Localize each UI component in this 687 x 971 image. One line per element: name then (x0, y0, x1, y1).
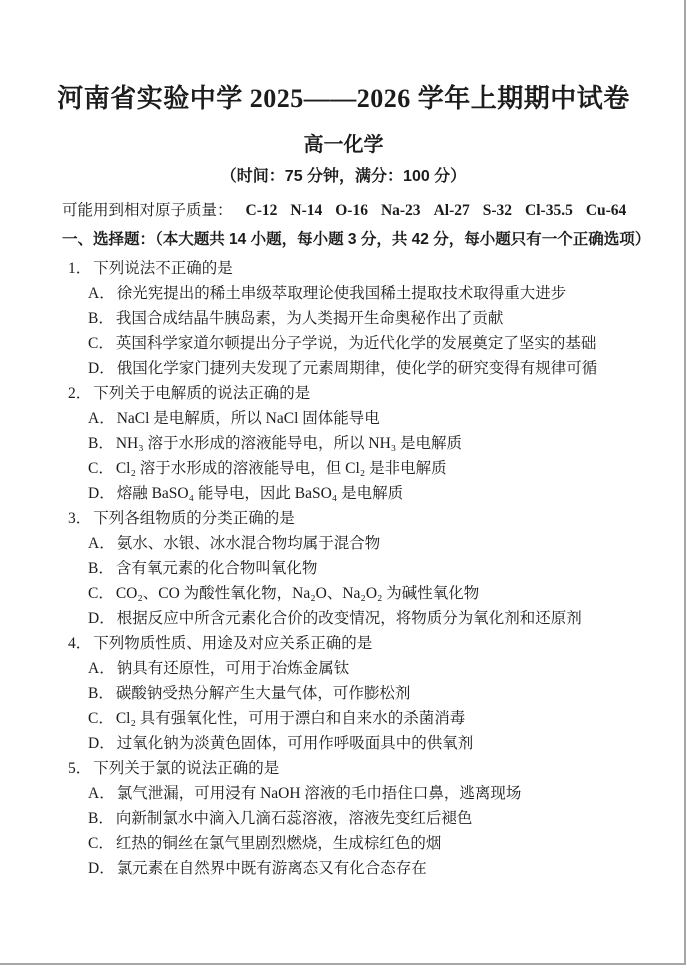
atomic-mass-item: O-16 (335, 202, 368, 219)
question (0, 631, 687, 756)
option-text: NaCl 是电解质，所以 NaCl 固体能导电 (116, 410, 380, 427)
option-text: 过氧化钠为淡黄色固体，可用作呼吸面具中的供氧剂 (116, 735, 474, 752)
question-number: 2． (68, 385, 92, 402)
atomic-mass-label: 可能用到相对原子质量： (62, 202, 233, 219)
option-text: 向新制氯水中滴入几滴石蕊溶液，溶液先变红后褪色 (115, 810, 473, 827)
question-number: 1． (68, 260, 92, 277)
exam-title: 河南省实验中学 2025——2026 学年上期期中试卷 (57, 84, 630, 113)
option-row (88, 481, 657, 506)
question (0, 506, 687, 631)
atomic-mass-item: Na-23 (380, 202, 421, 219)
option-text: 碳酸钠受热分解产生大量气体，可作膨松剂 (115, 685, 411, 702)
option-label: A． (88, 535, 115, 552)
option-row (88, 781, 657, 806)
question-number: 4． (68, 635, 92, 652)
option-label: D． (88, 860, 115, 877)
option-text: 氨水、水银、冰水混合物均属于混合物 (116, 535, 381, 552)
question (0, 381, 687, 506)
option-label: A． (88, 660, 115, 677)
option-label: C． (88, 335, 114, 352)
atomic-mass-item: C-12 (245, 202, 278, 219)
option-row (88, 606, 657, 631)
atomic-mass-item: Al-27 (433, 202, 470, 219)
option-row (88, 281, 657, 306)
option-text: 徐光宪提出的稀土串级萃取理论使我国稀土提取技术取得重大进步 (116, 285, 567, 302)
option-text: NH₃ 溶于水形成的溶液能导电，所以 NH₃ 是电解质 (115, 435, 463, 452)
option-row (88, 531, 657, 556)
page-edge-right (684, 0, 686, 965)
option-label: B． (88, 810, 114, 827)
question-number: 3． (68, 510, 92, 527)
option-text: Cl₂ 具有强氧化性，可用于漂白和自来水的杀菌消毒 (115, 710, 466, 727)
option-label: A． (88, 285, 115, 302)
option-text: CO₂、CO 为酸性氧化物，Na₂O、Na₂O₂ 为碱性氧化物 (115, 585, 480, 602)
option-label: D． (88, 360, 115, 377)
option-label: B． (88, 560, 114, 577)
option-row (88, 456, 657, 481)
atomic-mass-item: N-14 (290, 202, 323, 219)
option-row (88, 831, 657, 856)
atomic-mass-item: Cu-64 (585, 202, 627, 219)
option-row (88, 331, 657, 356)
question-list (0, 256, 687, 881)
question-stem: 下列各组物质的分类正确的是 (93, 510, 295, 527)
option-row (88, 406, 657, 431)
option-row (88, 306, 657, 331)
question-stem: 下列说法不正确的是 (93, 260, 233, 277)
question-stem: 下列物质性质、用途及对应关系正确的是 (93, 635, 373, 652)
question (0, 756, 687, 881)
option-row (88, 681, 657, 706)
option-label: D． (88, 610, 115, 627)
option-label: D． (88, 485, 115, 502)
option-text: 钠具有还原性，可用于冶炼金属钛 (116, 660, 350, 677)
page-edge-bottom (0, 963, 686, 965)
option-row (88, 431, 657, 456)
option-row (88, 856, 657, 881)
option-label: A． (88, 410, 115, 427)
option-label: B． (88, 435, 114, 452)
option-row (88, 356, 657, 381)
option-text: 我国合成结晶牛胰岛素，为人类揭开生命奥秘作出了贡献 (115, 310, 504, 327)
option-text: 含有氧元素的化合物叫氧化物 (115, 560, 318, 577)
atomic-mass-item: S-32 (482, 202, 513, 219)
option-label: C． (88, 835, 114, 852)
option-text: 红热的铜丝在氯气里剧烈燃烧，生成棕红色的烟 (115, 835, 442, 852)
option-text: 英国科学家道尔顿提出分子学说，为近代化学的发展奠定了坚实的基础 (115, 335, 597, 352)
option-label: B． (88, 310, 114, 327)
option-label: A． (88, 785, 115, 802)
question-stem: 下列关于氯的说法正确的是 (93, 760, 280, 777)
question-number: 5． (68, 760, 92, 777)
option-text: Cl₂ 溶于水形成的溶液能导电，但 Cl₂ 是非电解质 (115, 460, 447, 477)
option-text: 根据反应中所含元素化合价的改变情况，将物质分为氧化剂和还原剂 (116, 610, 582, 627)
question-stem: 下列关于电解质的说法正确的是 (93, 385, 311, 402)
option-text: 熔融 BaSO₄ 能导电，因此 BaSO₄ 是电解质 (116, 485, 404, 502)
option-label: C． (88, 710, 114, 727)
option-row (88, 656, 657, 681)
option-label: B． (88, 685, 114, 702)
subject-title: 高一化学 (303, 134, 384, 156)
option-label: C． (88, 460, 114, 477)
option-label: C． (88, 585, 114, 602)
option-row (88, 706, 657, 731)
option-row (88, 581, 657, 606)
exam-info: （时间：75 分钟，满分：100 分） (220, 168, 467, 185)
option-text: 氯气泄漏，可用浸有 NaOH 溶液的毛巾捂住口鼻，逃离现场 (116, 785, 522, 802)
option-text: 俄国化学家门捷列夫发现了元素周期律，使化学的研究变得有规律可循 (116, 360, 598, 377)
atomic-mass-line (62, 200, 667, 222)
question (0, 256, 687, 381)
section-header: 一、选择题：（本大题共 14 小题，每小题 3 分，共 42 分，每小题只有一个正确选项） (62, 231, 651, 248)
option-row (88, 731, 657, 756)
option-text: 氯元素在自然界中既有游离态又有化合态存在 (116, 860, 427, 877)
option-row (88, 556, 657, 581)
option-label: D． (88, 735, 115, 752)
option-row (88, 806, 657, 831)
atomic-mass-item: Cl-35.5 (525, 202, 573, 219)
